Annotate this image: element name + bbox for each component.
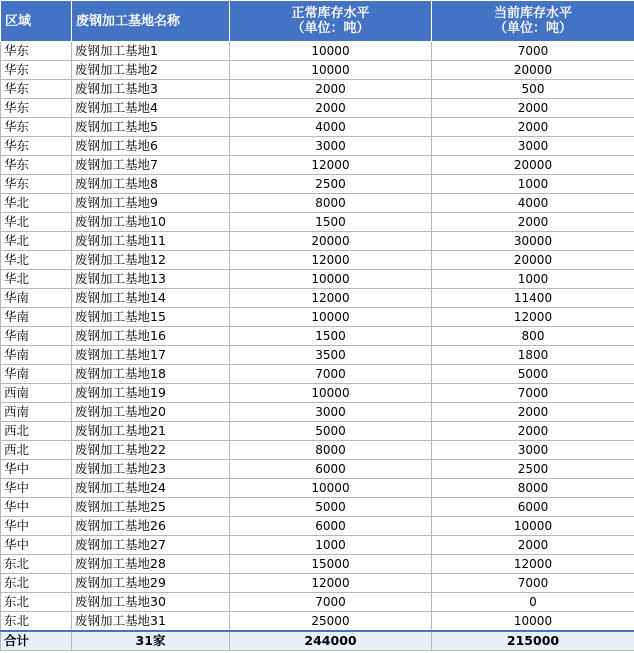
cell-base-name[interactable]: 废钢加工基地7 — [72, 156, 230, 175]
cell-normal-inventory[interactable]: 4000 — [230, 118, 432, 137]
header-region[interactable]: 区域 — [1, 1, 72, 42]
table-body — [1, 42, 634, 632]
cell-base-name[interactable]: 废钢加工基地19 — [72, 384, 230, 403]
cell-current-inventory[interactable]: 2000 — [432, 213, 634, 232]
cell-current-inventory[interactable]: 3000 — [432, 137, 634, 156]
cell-region[interactable]: 华东 — [1, 118, 72, 137]
total-normal[interactable]: 244000 — [230, 631, 432, 651]
table-row — [1, 61, 634, 80]
cell-region[interactable]: 东北 — [1, 612, 72, 632]
cell-region[interactable]: 华南 — [1, 346, 72, 365]
cell-normal-inventory[interactable]: 1000 — [230, 536, 432, 555]
cell-current-inventory[interactable]: 20000 — [432, 156, 634, 175]
cell-base-name[interactable]: 废钢加工基地31 — [72, 612, 230, 632]
cell-normal-inventory[interactable]: 3500 — [230, 346, 432, 365]
table-row — [1, 99, 634, 118]
cell-base-name[interactable]: 废钢加工基地20 — [72, 403, 230, 422]
cell-region[interactable]: 华东 — [1, 137, 72, 156]
cell-current-inventory[interactable]: 12000 — [432, 555, 634, 574]
table-row — [1, 80, 634, 99]
table-row — [1, 213, 634, 232]
cell-current-inventory[interactable]: 30000 — [432, 232, 634, 251]
cell-region[interactable]: 华南 — [1, 308, 72, 327]
cell-normal-inventory[interactable]: 7000 — [230, 365, 432, 384]
cell-region[interactable]: 东北 — [1, 593, 72, 612]
cell-normal-inventory[interactable]: 5000 — [230, 498, 432, 517]
cell-current-inventory[interactable]: 20000 — [432, 61, 634, 80]
cell-normal-inventory[interactable]: 6000 — [230, 460, 432, 479]
cell-current-inventory[interactable]: 7000 — [432, 384, 634, 403]
cell-current-inventory[interactable]: 2000 — [432, 536, 634, 555]
cell-region[interactable]: 华东 — [1, 99, 72, 118]
cell-base-name[interactable]: 废钢加工基地11 — [72, 232, 230, 251]
header-normal-unit: （单位：吨） — [291, 21, 370, 36]
cell-region[interactable]: 西南 — [1, 384, 72, 403]
cell-normal-inventory[interactable]: 5000 — [230, 422, 432, 441]
cell-current-inventory[interactable]: 2000 — [432, 403, 634, 422]
header-current-inventory[interactable] — [432, 1, 634, 42]
cell-base-name[interactable]: 废钢加工基地22 — [72, 441, 230, 460]
cell-normal-inventory[interactable]: 1500 — [230, 213, 432, 232]
cell-current-inventory[interactable]: 2000 — [432, 422, 634, 441]
table-row — [1, 42, 634, 61]
cell-current-inventory[interactable]: 10000 — [432, 517, 634, 536]
cell-current-inventory[interactable]: 8000 — [432, 479, 634, 498]
cell-base-name[interactable]: 废钢加工基地12 — [72, 251, 230, 270]
cell-current-inventory[interactable]: 5000 — [432, 365, 634, 384]
cell-current-inventory[interactable]: 1000 — [432, 270, 634, 289]
table-row — [1, 327, 634, 346]
cell-base-name[interactable]: 废钢加工基地8 — [72, 175, 230, 194]
table-row — [1, 422, 634, 441]
cell-normal-inventory[interactable]: 7000 — [230, 593, 432, 612]
cell-base-name[interactable]: 废钢加工基地9 — [72, 194, 230, 213]
table-row — [1, 460, 634, 479]
cell-region[interactable]: 华北 — [1, 194, 72, 213]
cell-base-name[interactable]: 废钢加工基地24 — [72, 479, 230, 498]
cell-region[interactable]: 华中 — [1, 517, 72, 536]
cell-region[interactable]: 华中 — [1, 498, 72, 517]
cell-base-name[interactable]: 废钢加工基地25 — [72, 498, 230, 517]
cell-normal-inventory[interactable]: 10000 — [230, 270, 432, 289]
cell-current-inventory[interactable]: 2000 — [432, 118, 634, 137]
table-row — [1, 536, 634, 555]
cell-normal-inventory[interactable]: 10000 — [230, 42, 432, 61]
cell-current-inventory[interactable]: 6000 — [432, 498, 634, 517]
table-row — [1, 118, 634, 137]
cell-region[interactable]: 华南 — [1, 365, 72, 384]
table-row — [1, 441, 634, 460]
total-row — [1, 631, 634, 651]
cell-base-name[interactable]: 废钢加工基地18 — [72, 365, 230, 384]
cell-region[interactable]: 华东 — [1, 156, 72, 175]
table-row — [1, 403, 634, 422]
table-row — [1, 612, 634, 632]
table-row — [1, 175, 634, 194]
header-row — [1, 1, 634, 42]
cell-base-name[interactable]: 废钢加工基地26 — [72, 517, 230, 536]
cell-region[interactable]: 华南 — [1, 327, 72, 346]
cell-base-name[interactable]: 废钢加工基地21 — [72, 422, 230, 441]
table-row — [1, 479, 634, 498]
cell-normal-inventory[interactable]: 1500 — [230, 327, 432, 346]
cell-base-name[interactable]: 废钢加工基地27 — [72, 536, 230, 555]
cell-current-inventory[interactable]: 10000 — [432, 612, 634, 632]
table-row — [1, 289, 634, 308]
header-normal-inventory[interactable] — [230, 1, 432, 42]
header-base-name[interactable]: 废钢加工基地名称 — [72, 1, 230, 42]
cell-base-name[interactable]: 废钢加工基地1 — [72, 42, 230, 61]
cell-current-inventory[interactable]: 500 — [432, 80, 634, 99]
cell-current-inventory[interactable]: 12000 — [432, 308, 634, 327]
cell-base-name[interactable]: 废钢加工基地14 — [72, 289, 230, 308]
cell-region[interactable]: 西南 — [1, 403, 72, 422]
cell-current-inventory[interactable]: 1000 — [432, 175, 634, 194]
cell-normal-inventory[interactable]: 20000 — [230, 232, 432, 251]
cell-current-inventory[interactable]: 800 — [432, 327, 634, 346]
cell-region[interactable]: 华东 — [1, 61, 72, 80]
cell-region[interactable]: 华中 — [1, 479, 72, 498]
cell-base-name[interactable]: 废钢加工基地2 — [72, 61, 230, 80]
cell-base-name[interactable]: 废钢加工基地6 — [72, 137, 230, 156]
cell-current-inventory[interactable]: 3000 — [432, 441, 634, 460]
cell-normal-inventory[interactable]: 2000 — [230, 99, 432, 118]
table-row — [1, 365, 634, 384]
table-row — [1, 270, 634, 289]
cell-normal-inventory[interactable]: 3000 — [230, 137, 432, 156]
cell-region[interactable]: 东北 — [1, 574, 72, 593]
cell-base-name[interactable]: 废钢加工基地13 — [72, 270, 230, 289]
table-row — [1, 498, 634, 517]
table-row — [1, 555, 634, 574]
cell-normal-inventory[interactable]: 2500 — [230, 175, 432, 194]
cell-region[interactable]: 华北 — [1, 213, 72, 232]
table-row — [1, 251, 634, 270]
cell-region[interactable]: 华东 — [1, 42, 72, 61]
cell-current-inventory[interactable]: 0 — [432, 593, 634, 612]
cell-normal-inventory[interactable]: 12000 — [230, 251, 432, 270]
cell-normal-inventory[interactable]: 10000 — [230, 308, 432, 327]
cell-region[interactable]: 华北 — [1, 232, 72, 251]
cell-normal-inventory[interactable]: 12000 — [230, 156, 432, 175]
total-current[interactable]: 215000 — [432, 631, 634, 651]
cell-normal-inventory[interactable]: 15000 — [230, 555, 432, 574]
cell-current-inventory[interactable]: 2500 — [432, 460, 634, 479]
cell-normal-inventory[interactable]: 10000 — [230, 61, 432, 80]
cell-base-name[interactable]: 废钢加工基地15 — [72, 308, 230, 327]
total-count[interactable]: 31家 — [72, 631, 230, 651]
total-label[interactable]: 合计 — [1, 631, 72, 651]
cell-normal-inventory[interactable]: 3000 — [230, 403, 432, 422]
cell-normal-inventory[interactable]: 8000 — [230, 441, 432, 460]
table-row — [1, 232, 634, 251]
cell-base-name[interactable]: 废钢加工基地16 — [72, 327, 230, 346]
cell-region[interactable]: 东北 — [1, 555, 72, 574]
cell-normal-inventory[interactable]: 6000 — [230, 517, 432, 536]
table-row — [1, 574, 634, 593]
cell-normal-inventory[interactable]: 10000 — [230, 384, 432, 403]
cell-current-inventory[interactable]: 11400 — [432, 289, 634, 308]
cell-normal-inventory[interactable]: 25000 — [230, 612, 432, 632]
cell-current-inventory[interactable]: 7000 — [432, 42, 634, 61]
header-normal-title: 正常库存水平 — [291, 6, 370, 21]
cell-region[interactable]: 西北 — [1, 422, 72, 441]
cell-normal-inventory[interactable]: 12000 — [230, 289, 432, 308]
cell-base-name[interactable]: 废钢加工基地3 — [72, 80, 230, 99]
cell-base-name[interactable]: 废钢加工基地23 — [72, 460, 230, 479]
cell-current-inventory[interactable]: 2000 — [432, 99, 634, 118]
cell-normal-inventory[interactable]: 8000 — [230, 194, 432, 213]
cell-current-inventory[interactable]: 1800 — [432, 346, 634, 365]
cell-base-name[interactable]: 废钢加工基地28 — [72, 555, 230, 574]
cell-normal-inventory[interactable]: 12000 — [230, 574, 432, 593]
cell-region[interactable]: 西北 — [1, 441, 72, 460]
cell-base-name[interactable]: 废钢加工基地29 — [72, 574, 230, 593]
cell-region[interactable]: 华中 — [1, 536, 72, 555]
cell-region[interactable]: 华北 — [1, 270, 72, 289]
cell-base-name[interactable]: 废钢加工基地30 — [72, 593, 230, 612]
cell-current-inventory[interactable]: 7000 — [432, 574, 634, 593]
cell-current-inventory[interactable]: 20000 — [432, 251, 634, 270]
table-row — [1, 593, 634, 612]
table-row — [1, 156, 634, 175]
cell-base-name[interactable]: 废钢加工基地4 — [72, 99, 230, 118]
cell-current-inventory[interactable]: 4000 — [432, 194, 634, 213]
cell-base-name[interactable]: 废钢加工基地17 — [72, 346, 230, 365]
cell-region[interactable]: 华东 — [1, 80, 72, 99]
cell-base-name[interactable]: 废钢加工基地10 — [72, 213, 230, 232]
table-row — [1, 384, 634, 403]
cell-region[interactable]: 华东 — [1, 175, 72, 194]
table-row — [1, 194, 634, 213]
cell-region[interactable]: 华南 — [1, 289, 72, 308]
header-current-title: 当前库存水平 — [493, 6, 572, 21]
cell-region[interactable]: 华中 — [1, 460, 72, 479]
cell-region[interactable]: 华北 — [1, 251, 72, 270]
table-row — [1, 308, 634, 327]
table-row — [1, 137, 634, 156]
cell-normal-inventory[interactable]: 2000 — [230, 80, 432, 99]
header-current-unit: （单位：吨） — [493, 21, 572, 36]
cell-base-name[interactable]: 废钢加工基地5 — [72, 118, 230, 137]
cell-normal-inventory[interactable]: 10000 — [230, 479, 432, 498]
table-row — [1, 346, 634, 365]
table-row — [1, 517, 634, 536]
